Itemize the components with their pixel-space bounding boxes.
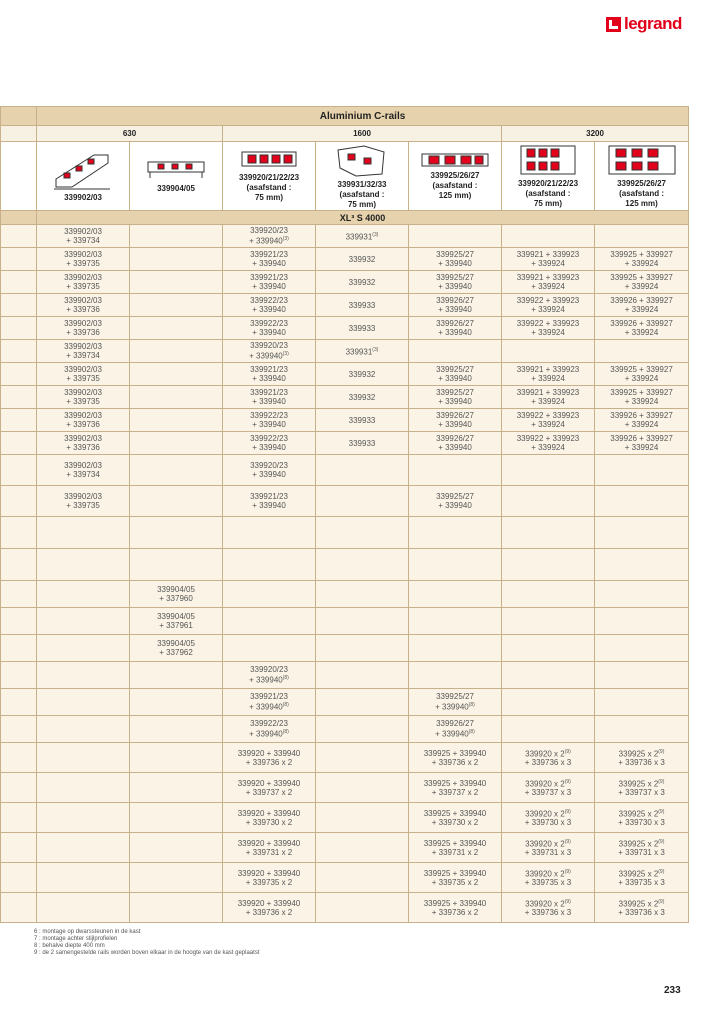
table-cell xyxy=(316,893,409,923)
table-cell xyxy=(223,635,316,662)
table-row xyxy=(1,773,689,803)
section-left-cell xyxy=(1,211,37,225)
table-cell xyxy=(37,581,130,608)
table-cell: 339933 xyxy=(316,294,409,317)
row-left-cell xyxy=(1,486,37,517)
row-left-cell xyxy=(1,317,37,340)
table-cell: 339920 + 339940 + 339730 x 2 xyxy=(223,803,316,833)
table-cell: 339902/03 + 339735 xyxy=(37,248,130,271)
table-cell xyxy=(316,833,409,863)
table-cell xyxy=(316,517,409,549)
legrand-logo-mark-icon xyxy=(606,17,621,32)
table-cell xyxy=(223,581,316,608)
group-left-cell xyxy=(1,126,37,142)
table-cell xyxy=(502,340,595,363)
table-cell xyxy=(130,689,223,716)
product-image-icon xyxy=(502,143,594,177)
group-1600: 1600 xyxy=(223,126,502,142)
table-cell: 339922/23 + 339940 xyxy=(223,317,316,340)
table-cell xyxy=(409,225,502,248)
product-label: 339931/32/33 (asafstand : 75 mm) xyxy=(337,180,387,209)
table-cell xyxy=(316,773,409,803)
table-cell: 339921/23 + 339940 xyxy=(223,248,316,271)
row-left-cell xyxy=(1,340,37,363)
table-cell xyxy=(502,486,595,517)
table-cell: 339925 x $2^{(9)}$ + 339736 x 3 xyxy=(595,893,689,923)
table-cell xyxy=(502,716,595,743)
product-image-icon xyxy=(223,149,315,171)
row-left-cell xyxy=(1,689,37,716)
table-cell xyxy=(502,517,595,549)
table-row xyxy=(1,432,689,455)
table-cell: 339921/23 + 339940 xyxy=(223,363,316,386)
table-row xyxy=(1,317,689,340)
row-left-cell xyxy=(1,773,37,803)
table-row xyxy=(1,455,689,486)
row-left-cell xyxy=(1,517,37,549)
product-header-2 xyxy=(223,142,316,211)
table-cell: 339921/23 + 339940 xyxy=(223,386,316,409)
table-cell xyxy=(316,662,409,689)
table-cell xyxy=(316,716,409,743)
table-cell xyxy=(595,716,689,743)
table-cell: 339932 xyxy=(316,386,409,409)
table-cell xyxy=(130,317,223,340)
table-cell: 339902/03 + 339735 xyxy=(37,271,130,294)
table-cell xyxy=(130,893,223,923)
table-cell: 339920 + 339940 + 339736 x 2 xyxy=(223,743,316,773)
table-title: Aluminium C-rails xyxy=(37,107,689,126)
table-cell xyxy=(409,340,502,363)
row-left-cell xyxy=(1,893,37,923)
table-cell xyxy=(409,581,502,608)
table-cell xyxy=(37,833,130,863)
table-cell xyxy=(130,340,223,363)
table-cell: 339921/23 + $339940^{(8)}$ xyxy=(223,689,316,716)
table-cell: 339920 x $2^{(9)}$ + 339730 x 3 xyxy=(502,803,595,833)
product-header-6 xyxy=(595,142,689,211)
table-cell: 339926 + 339927 + 339924 xyxy=(595,409,689,432)
table-cell: 339920 x $2^{(9)}$ + 339731 x 3 xyxy=(502,833,595,863)
table-row xyxy=(1,363,689,386)
row-left-cell xyxy=(1,455,37,486)
table-row xyxy=(1,803,689,833)
table-cell xyxy=(130,773,223,803)
table-row xyxy=(1,517,689,549)
table-cell: 339920/23 + $339940^{(3)}$ xyxy=(223,340,316,363)
table-cell xyxy=(316,689,409,716)
table-cell xyxy=(130,363,223,386)
table-row xyxy=(1,248,689,271)
table-cell: 339925 + 339940 + 339735 x 2 xyxy=(409,863,502,893)
brand-name: legrand xyxy=(624,14,682,33)
c-rails-table xyxy=(0,106,689,923)
table-cell: 339922/23 + 339940 xyxy=(223,432,316,455)
table-cell: 339926 + 339927 + 339924 xyxy=(595,317,689,340)
table-cell xyxy=(409,455,502,486)
table-cell: 339933 xyxy=(316,432,409,455)
table-cell xyxy=(130,517,223,549)
table-cell xyxy=(130,716,223,743)
table-cell: 339926 + 339927 + 339924 xyxy=(595,432,689,455)
table-cell xyxy=(130,386,223,409)
table-cell: 339921/23 + 339940 xyxy=(223,271,316,294)
row-left-cell xyxy=(1,581,37,608)
row-left-cell xyxy=(1,662,37,689)
table-row xyxy=(1,549,689,581)
footnote: 6 : montage op dwarssteunen in de kast xyxy=(34,929,141,935)
table-cell: 339926/27 + $339940^{(8)}$ xyxy=(409,716,502,743)
table-cell xyxy=(595,455,689,486)
table-cell: 339922 + 339923 + 339924 xyxy=(502,432,595,455)
footnote: 8 : behalve diepte 400 mm xyxy=(34,943,105,949)
table-cell: 339921 + 339923 + 339924 xyxy=(502,271,595,294)
row-left-cell xyxy=(1,386,37,409)
table-cell: 339902/03 + 339735 xyxy=(37,363,130,386)
table-row xyxy=(1,635,689,662)
table-cell xyxy=(130,803,223,833)
table-cell: 339920 + 339940 + 339731 x 2 xyxy=(223,833,316,863)
table-cell: 339932 xyxy=(316,363,409,386)
product-label: 339904/05 xyxy=(157,184,195,193)
row-left-cell xyxy=(1,743,37,773)
table-cell: 339902/03 + 339734 xyxy=(37,340,130,363)
row-left-cell xyxy=(1,608,37,635)
table-cell xyxy=(595,549,689,581)
table-cell: 339925 x $2^{(9)}$ + 339735 x 3 xyxy=(595,863,689,893)
page-number: 233 xyxy=(664,985,681,996)
table-cell xyxy=(37,743,130,773)
table-row xyxy=(1,689,689,716)
table-cell: 339921 + 339923 + 339924 xyxy=(502,363,595,386)
table-cell xyxy=(409,662,502,689)
table-cell: 339904/05 + 337960 xyxy=(130,581,223,608)
row-left-cell xyxy=(1,248,37,271)
table-cell: 339902/03 + 339734 xyxy=(37,225,130,248)
table-cell: 339925/27 + $339940^{(8)}$ xyxy=(409,689,502,716)
table-cell xyxy=(37,635,130,662)
table-cell: 339931$^{(3)}$ xyxy=(316,225,409,248)
table-title-row xyxy=(1,107,689,126)
table-row xyxy=(1,893,689,923)
table-cell xyxy=(316,455,409,486)
product-label: 339920/21/22/23 (asafstand : 75 mm) xyxy=(238,173,300,202)
table-cell: 339925 + 339927 + 339924 xyxy=(595,248,689,271)
table-cell: 339933 xyxy=(316,317,409,340)
table-cell: 339921 + 339923 + 339924 xyxy=(502,248,595,271)
table-cell xyxy=(409,608,502,635)
table-cell: 339925/27 + 339940 xyxy=(409,271,502,294)
table-row xyxy=(1,863,689,893)
table-cell xyxy=(223,517,316,549)
table-cell: 339932 xyxy=(316,271,409,294)
table-cell xyxy=(595,662,689,689)
table-cell xyxy=(316,549,409,581)
product-label: 339925/26/27 (asafstand : 125 mm) xyxy=(617,179,666,208)
table-cell xyxy=(130,833,223,863)
table-row xyxy=(1,581,689,608)
product-header-5 xyxy=(502,142,595,211)
table-cell xyxy=(130,432,223,455)
section-title: XL³ S 4000 xyxy=(37,211,689,225)
table-cell: 339925 + 339927 + 339924 xyxy=(595,386,689,409)
table-cell: 339926 + 339927 + 339924 xyxy=(595,294,689,317)
table-cell xyxy=(502,608,595,635)
table-cell xyxy=(130,294,223,317)
table-cell: 339925/27 + 339940 xyxy=(409,386,502,409)
table-cell: 339933 xyxy=(316,409,409,432)
product-header-1 xyxy=(130,142,223,211)
table-cell: 339920/23 + $339940^{(3)}$ xyxy=(223,225,316,248)
table-cell: 339925 + 339940 + 339737 x 2 xyxy=(409,773,502,803)
table-cell: 339925 + 339940 + 339736 x 2 xyxy=(409,893,502,923)
table-row xyxy=(1,386,689,409)
table-cell: 339920 x $2^{(9)}$ + 339736 x 3 xyxy=(502,743,595,773)
table-cell xyxy=(37,716,130,743)
table-cell xyxy=(130,271,223,294)
table-cell xyxy=(130,486,223,517)
product-left-cell xyxy=(1,142,37,211)
table-cell xyxy=(595,689,689,716)
table-cell xyxy=(316,803,409,833)
table-cell xyxy=(130,549,223,581)
table-cell xyxy=(595,340,689,363)
table-cell: 339926/27 + 339940 xyxy=(409,432,502,455)
table-cell xyxy=(130,455,223,486)
product-header-3 xyxy=(316,142,409,211)
table-row xyxy=(1,716,689,743)
table-cell: 339931$^{(3)}$ xyxy=(316,340,409,363)
table-cell: 339922/23 + $339940^{(8)}$ xyxy=(223,716,316,743)
table-cell xyxy=(502,225,595,248)
table-cell xyxy=(37,608,130,635)
table-cell xyxy=(409,517,502,549)
row-left-cell xyxy=(1,863,37,893)
legrand-logo xyxy=(606,14,682,34)
table-cell: 339904/05 + 337961 xyxy=(130,608,223,635)
table-row xyxy=(1,486,689,517)
table-cell: 339922 + 339923 + 339924 xyxy=(502,317,595,340)
table-cell: 339925 + 339927 + 339924 xyxy=(595,271,689,294)
table-cell xyxy=(502,689,595,716)
table-cell xyxy=(37,803,130,833)
row-left-cell xyxy=(1,363,37,386)
product-image-icon xyxy=(595,143,688,177)
table-cell: 339902/03 + 339735 xyxy=(37,486,130,517)
table-cell: 339925/27 + 339940 xyxy=(409,486,502,517)
table-cell xyxy=(130,248,223,271)
table-cell xyxy=(37,549,130,581)
row-left-cell xyxy=(1,225,37,248)
table-cell: 339926/27 + 339940 xyxy=(409,317,502,340)
section-row xyxy=(1,211,689,225)
footnote: 9 : de 2 samengestelde rails worden boven elkaar in de hoogte van de kast geplaatst xyxy=(34,950,260,956)
table-row xyxy=(1,294,689,317)
footnotes xyxy=(34,929,259,957)
table-cell: 339902/03 + 339736 xyxy=(37,409,130,432)
table-cell xyxy=(316,486,409,517)
product-image-icon xyxy=(409,151,501,169)
product-label: 339925/26/27 (asafstand : 125 mm) xyxy=(430,171,480,200)
table-cell xyxy=(130,662,223,689)
product-header-0 xyxy=(37,142,130,211)
product-image-icon xyxy=(37,149,129,191)
table-cell: 339932 xyxy=(316,248,409,271)
table-cell xyxy=(37,662,130,689)
table-cell xyxy=(595,225,689,248)
table-cell xyxy=(37,863,130,893)
row-left-cell xyxy=(1,833,37,863)
table-cell xyxy=(37,517,130,549)
table-cell: 339925 x $2^{(9)}$ + 339731 x 3 xyxy=(595,833,689,863)
table-cell: 339925 + 339940 + 339736 x 2 xyxy=(409,743,502,773)
table-row xyxy=(1,743,689,773)
table-cell xyxy=(316,635,409,662)
table-cell xyxy=(595,635,689,662)
table-cell: 339902/03 + 339736 xyxy=(37,317,130,340)
table-cell: 339926/27 + 339940 xyxy=(409,294,502,317)
table-cell xyxy=(223,549,316,581)
product-row xyxy=(1,142,689,211)
table-cell xyxy=(502,581,595,608)
table-row xyxy=(1,340,689,363)
table-cell xyxy=(223,608,316,635)
table-cell: 339925/27 + 339940 xyxy=(409,248,502,271)
table-cell: 339921/23 + 339940 xyxy=(223,486,316,517)
table-cell: 339922/23 + 339940 xyxy=(223,409,316,432)
table-cell xyxy=(37,893,130,923)
table-cell: 339925 x $2^{(9)}$ + 339736 x 3 xyxy=(595,743,689,773)
table-cell: 339925 + 339927 + 339924 xyxy=(595,363,689,386)
table-cell: 339920 x $2^{(9)}$ + 339735 x 3 xyxy=(502,863,595,893)
table-cell xyxy=(316,581,409,608)
table-cell xyxy=(130,409,223,432)
footnote: 7 : montage achter stijlprofielen xyxy=(34,936,118,942)
group-3200: 3200 xyxy=(502,126,689,142)
table-cell: 339925/27 + 339940 xyxy=(409,363,502,386)
table-cell xyxy=(37,689,130,716)
table-cell xyxy=(595,581,689,608)
table-cell xyxy=(502,455,595,486)
row-left-cell xyxy=(1,432,37,455)
table-cell: 339920 + 339940 + 339737 x 2 xyxy=(223,773,316,803)
table-cell xyxy=(409,635,502,662)
table-cell: 339920 x $2^{(9)}$ + 339737 x 3 xyxy=(502,773,595,803)
table-cell: 339922 + 339923 + 339924 xyxy=(502,409,595,432)
table-row xyxy=(1,833,689,863)
table-cell xyxy=(316,608,409,635)
row-left-cell xyxy=(1,803,37,833)
table-cell: 339925 + 339940 + 339730 x 2 xyxy=(409,803,502,833)
table-cell xyxy=(130,863,223,893)
row-left-cell xyxy=(1,716,37,743)
group-630: 630 xyxy=(37,126,223,142)
product-header-4 xyxy=(409,142,502,211)
table-cell xyxy=(502,662,595,689)
table-cell xyxy=(502,635,595,662)
table-cell: 339902/03 + 339736 xyxy=(37,294,130,317)
row-left-cell xyxy=(1,635,37,662)
product-image-icon xyxy=(130,158,222,182)
table-cell: 339920 + 339940 + 339736 x 2 xyxy=(223,893,316,923)
product-image-icon xyxy=(316,142,408,178)
product-label: 339920/21/22/23 (asafstand : 75 mm) xyxy=(517,179,579,208)
table-cell xyxy=(595,517,689,549)
table-cell xyxy=(595,608,689,635)
table-row xyxy=(1,271,689,294)
table-cell xyxy=(130,743,223,773)
table-cell: 339904/05 + 337962 xyxy=(130,635,223,662)
table-cell xyxy=(37,773,130,803)
row-left-cell xyxy=(1,549,37,581)
table-cell: 339922 + 339923 + 339924 xyxy=(502,294,595,317)
row-left-cell xyxy=(1,271,37,294)
table-row xyxy=(1,662,689,689)
table-cell: 339902/03 + 339734 xyxy=(37,455,130,486)
table-cell: 339920 + 339940 + 339735 x 2 xyxy=(223,863,316,893)
table-cell: 339925 x $2^{(9)}$ + 339730 x 3 xyxy=(595,803,689,833)
table-cell: 339922/23 + 339940 xyxy=(223,294,316,317)
row-left-cell xyxy=(1,409,37,432)
table-cell: 339920/23 + $339940^{(8)}$ xyxy=(223,662,316,689)
table-cell: 339925 + 339940 + 339731 x 2 xyxy=(409,833,502,863)
table-cell: 339902/03 + 339736 xyxy=(37,432,130,455)
title-left-cell xyxy=(1,107,37,126)
table-cell: 339902/03 + 339735 xyxy=(37,386,130,409)
row-left-cell xyxy=(1,294,37,317)
table-cell xyxy=(409,549,502,581)
table-cell xyxy=(316,743,409,773)
table-cell: 339920/23 + 339940 xyxy=(223,455,316,486)
table-cell: 339921 + 339923 + 339924 xyxy=(502,386,595,409)
table-cell: 339925 x $2^{(9)}$ + 339737 x 3 xyxy=(595,773,689,803)
table-row xyxy=(1,409,689,432)
product-label: 339902/03 xyxy=(64,193,102,202)
table-row xyxy=(1,225,689,248)
table-cell xyxy=(316,863,409,893)
table-cell xyxy=(502,549,595,581)
group-row xyxy=(1,126,689,142)
table-row xyxy=(1,608,689,635)
table-cell xyxy=(595,486,689,517)
table-cell: 339920 x $2^{(9)}$ + 339736 x 3 xyxy=(502,893,595,923)
table-cell xyxy=(130,225,223,248)
table-cell: 339926/27 + 339940 xyxy=(409,409,502,432)
